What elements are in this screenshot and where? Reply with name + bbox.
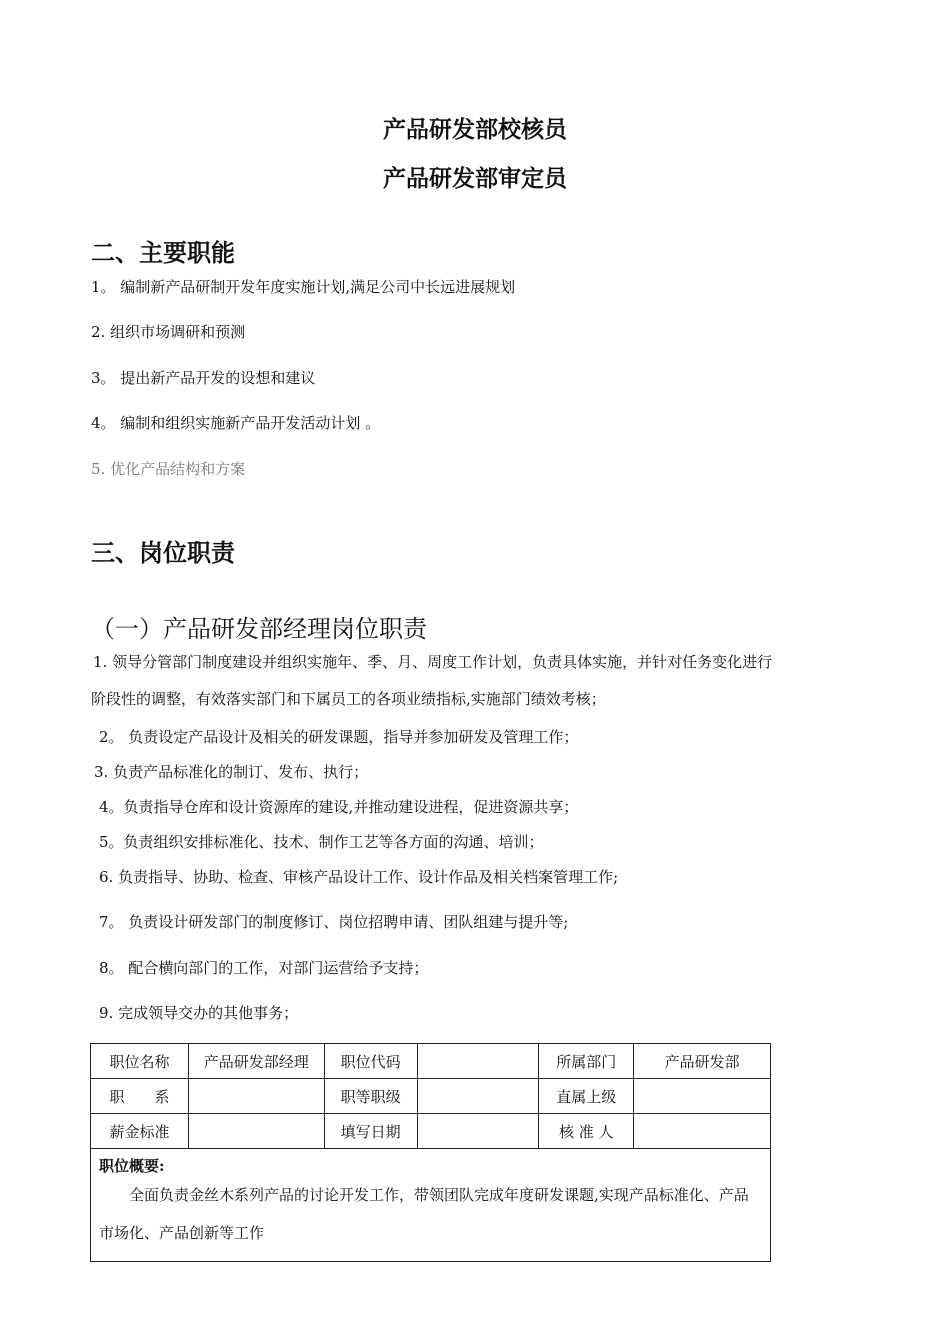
section-heading-job-duties: 三、岗位职责 [91, 538, 235, 567]
duty-item: 1. 领导分管部门制度建设并组织实施年、季、月、周度工作计划，负责具体实施，并针对任务变化进行 [93, 653, 773, 671]
table-cell-label: 职位代码 [324, 1044, 417, 1079]
function-item: 2. 组织市场调研和预测 [91, 323, 246, 341]
table-cell-value [634, 1114, 771, 1149]
table-row [91, 1044, 771, 1079]
document-title-2: 产品研发部审定员 [383, 165, 567, 192]
job-info-table [90, 1043, 771, 1262]
table-cell-value: 产品研发部经理 [188, 1044, 324, 1079]
duty-item: 9. 完成领导交办的其他事务； [99, 1004, 299, 1022]
section-heading-main-functions: 二、主要职能 [91, 238, 235, 267]
duty-item: 7。 负责设计研发部门的制度修订、岗位招聘申请、团队组建与提升等; [99, 913, 569, 931]
table-cell-value [417, 1079, 539, 1114]
duty-item: 4。负责指导仓库和设计资源库的建设,并推动建设进程，促进资源共享； [99, 798, 579, 816]
table-cell-value: 产品研发部 [634, 1044, 771, 1079]
subsection-heading-manager-duties: （一）产品研发部经理岗位职责 [91, 615, 427, 643]
function-item: 3。 提出新产品开发的设想和建议 [91, 369, 316, 387]
table-cell-label: 所属部门 [539, 1044, 634, 1079]
table-cell-value [417, 1114, 539, 1149]
duty-item: 6. 负责指导、协助、检查、审核产品设计工作、设计作品及相关档案管理工作; [99, 868, 619, 886]
job-summary-text: 全面负责金丝木系列产品的讨论开发工作，带领团队完成年度研发课题,实现产品标准化、产品市场化、产品创新等工作 [99, 1186, 749, 1242]
duty-item-continuation: 阶段性的调整，有效落实部门和下属员工的各项业绩指标,实施部门绩效考核； [91, 690, 606, 708]
function-item: 1。 编制新产品研制开发年度实施计划,满足公司中长远进展规划 [91, 278, 516, 296]
table-cell-label: 职 系 [91, 1079, 189, 1114]
function-item: 4。 编制和组织实施新产品开发活动计划 。 [91, 414, 381, 432]
duty-item: 5。负责组织安排标准化、技术、制作工艺等各方面的沟通、培训； [99, 833, 544, 851]
table-cell-value [417, 1044, 539, 1079]
table-cell-label: 薪金标准 [91, 1114, 189, 1149]
job-summary-cell [91, 1149, 771, 1262]
table-row [91, 1149, 771, 1262]
table-cell-label: 核 准 人 [539, 1114, 634, 1149]
duty-item: 8。 配合横向部门的工作，对部门运营给予支持； [99, 959, 429, 977]
table-cell-label: 职位名称 [91, 1044, 189, 1079]
table-cell-label: 直属上级 [539, 1079, 634, 1114]
table-row [91, 1114, 771, 1149]
duty-item: 2。 负责设定产品设计及相关的研发课题，指导并参加研发及管理工作； [99, 728, 579, 746]
table-row [91, 1079, 771, 1114]
table-cell-value [188, 1114, 324, 1149]
table-cell-value [188, 1079, 324, 1114]
table-cell-value [634, 1079, 771, 1114]
table-cell-label: 职等职级 [324, 1079, 417, 1114]
function-item: 5. 优化产品结构和方案 [91, 460, 246, 478]
table-cell-label: 填写日期 [324, 1114, 417, 1149]
job-summary-title: 职位概要: [99, 1157, 165, 1175]
document-title-1: 产品研发部校核员 [383, 116, 567, 143]
duty-item: 3. 负责产品标准化的制订、发布、执行； [94, 763, 369, 781]
